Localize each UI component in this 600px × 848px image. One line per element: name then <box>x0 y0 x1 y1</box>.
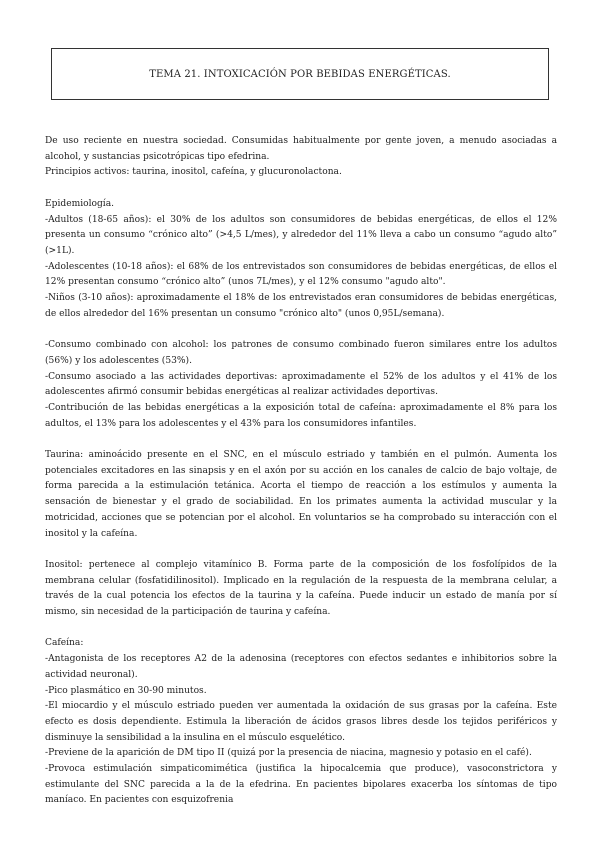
caffeine-item: -Pico plasmático en 30-90 minutos. <box>45 685 207 696</box>
epidemiology-adolescents: -Adolescentes (10-18 años): el 68% de los entrevistados son consumidores de bebidas energéticas, de ellos el 12% presentan consumo “crónico alto” (unos 7L/mes), y el 12% consumo "agudo alto". <box>45 261 557 288</box>
taurine-paragraph: Taurina: aminoácido presente en el SNC, en el músculo estriado y también en el pulmón. Aumenta los potenciales excitadores en las sinapsis y en el axón por su acción en los canales de calcio de bajo voltaje, de forma parecida a la estimulación tetánica. Acorta el tiempo de reacción a los estímulos y aumenta la sensación de bienestar y el grado de sociabilidad. En los primates aumenta la actividad muscular y la motricidad, acciones que se potencian por el alcohol. En voluntarios se ha comprobado su interacción con el inositol y la cafeína. <box>45 450 557 539</box>
consumption-alcohol: -Consumo combinado con alcohol: los patrones de consumo combinado fueron similares entre los adultos (56%) y los adolescentes (53%). <box>45 340 557 366</box>
intro-paragraph: De uso reciente en nuestra sociedad. Consumidas habitualmente por gente joven, a menudo asociadas a alcohol, y sustancias psicotrópicas tipo efedrina. <box>45 136 557 162</box>
caffeine-item: -Previene de la aparición de DM tipo II (quizá por la presencia de niacina, magnesio y potasio en el café). <box>45 748 532 759</box>
intro-active-principles: Principios activos: taurina, inositol, cafeína, y glucuronolactona. <box>45 167 342 178</box>
epidemiology-adults: -Adultos (18-65 años): el 30% de los adultos son consumidores de bebidas energéticas, de ellos el 12% presenta un consumo “crónico alto” (>4,5 L/mes), y alrededor del 11% lleva a cabo un consumo “agudo alto” (>1L). <box>45 214 557 256</box>
epidemiology-children: -Niños (3-10 años): aproximadamente el 18% de los entrevistados eran consumidores de bebidas energéticas, de ellos alrededor del 16% presentan un consumo "crónico alto" (unos 0,95L/semana). <box>45 293 557 319</box>
title-box <box>51 48 549 100</box>
page-title: TEMA 21. INTOXICACIÓN POR BEBIDAS ENERGÉTICAS. <box>149 68 451 80</box>
caffeine-item: -El miocardio y el músculo estriado pueden ver aumentada la oxidación de sus grasas por la cafeína. Este efecto es dosis dependiente. Estimula la liberación de ácidos grasos libres desde los tejidos periféricos y disminuye la sensibilidad a la insulina en el músculo esquelético. <box>45 701 557 743</box>
inositol-paragraph: Inositol: pertenece al complejo vitamínico B. Forma parte de la composición de los fosfolípidos de la membrana celular (fosfatidilinositol). Implicado en la regulación de la respuesta de la membrana celular, a través de la cual potencia los efectos de la taurina y la cafeína. Puede inducir un estado de manía por sí mismo, sin necesidad de la participación de taurina y cafeína. <box>45 559 557 618</box>
caffeine-item: -Provoca estimulación simpaticomimética (justifica la hipocalcemia que produce), vasoconstrictora y estimulante del SNC parecida a la de la efedrina. En pacientes bipolares exacerba los síntomas de tipo maníaco. En pacientes con esquizofrenia <box>45 764 557 806</box>
consumption-sports: -Consumo asociado a las actividades deportivas: aproximadamente el 52% de los adultos y el 41% de los adolescentes afirmó consumir bebidas energéticas al realizar actividades deportivas. <box>45 371 557 398</box>
consumption-caffeine-exposure: -Contribución de las bebidas energéticas a la exposición total de cafeína: aproximadamente el 8% para los adultos, el 13% para los adolescentes y el 43% para los consumidores infantiles. <box>45 402 557 429</box>
document-body <box>45 134 557 809</box>
caffeine-item: -Antagonista de los receptores A2 de la adenosina (receptores con efectos sedantes e inhibitorios sobre la actividad neuronal). <box>45 654 557 680</box>
epidemiology-heading: Epidemiología. <box>45 198 115 209</box>
caffeine-heading: Cafeína: <box>45 638 84 649</box>
